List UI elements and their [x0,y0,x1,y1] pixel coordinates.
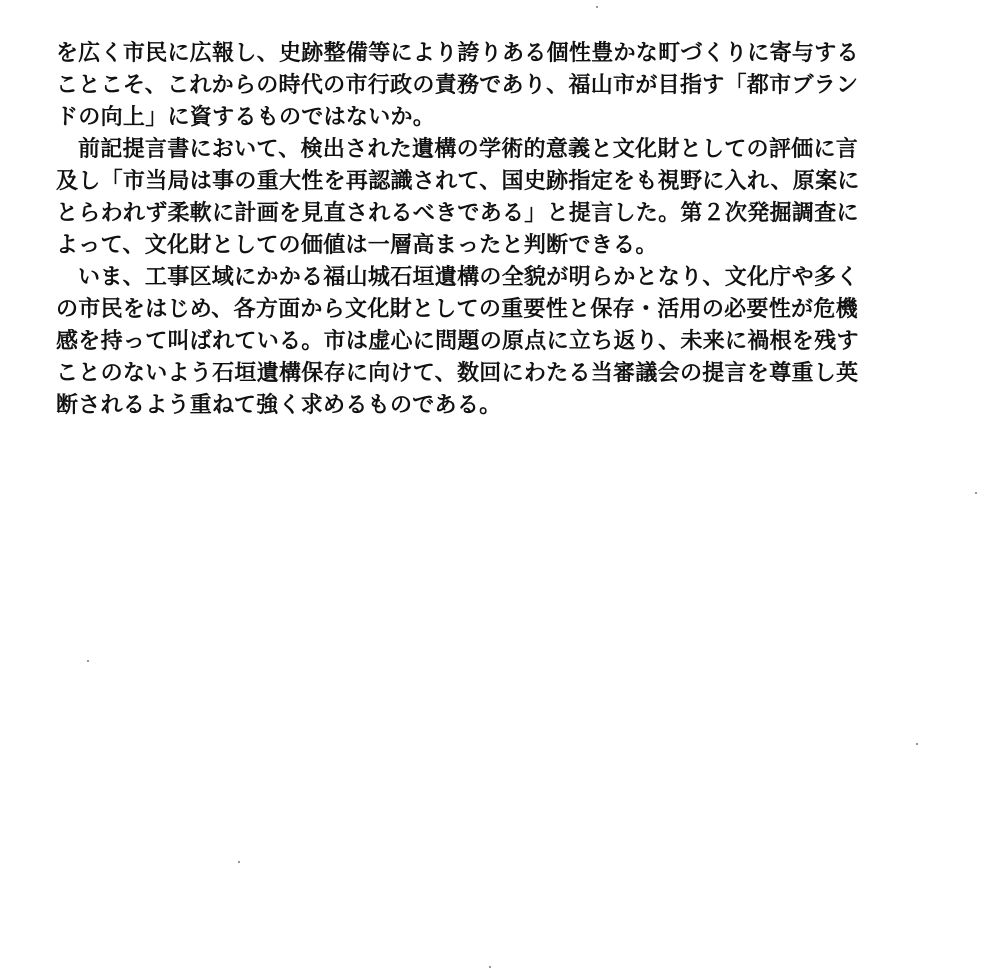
text-line: 断されるよう重ねて強く求めるものである。 [56,393,502,418]
text-line: の市民をはじめ、各方面から文化財としての重要性と保存・活用の必要性が危機 [56,297,858,322]
scan-speck [238,861,240,863]
text-line: ドの向上」に資するものではないか。 [56,105,436,130]
text-line: とらわれず柔軟に計画を見直されるべきである」と提言した。第２次発掘調査に [56,201,859,226]
text-line: 及し「市当局は事の重大性を再認識されて、国史跡指定をも視野に入れ、原案に [56,169,860,194]
scan-speck [916,743,918,745]
text-line: ことのないよう石垣遺構保存に向けて、数回にわたる当審議会の提言を尊重し英 [56,361,859,386]
text-line: 感を持って叫ばれている。市は虚心に問題の原点に立ち返り、未来に禍根を残す [56,329,859,354]
scan-speck [489,966,491,968]
scan-speck [975,492,977,494]
document-body [56,38,946,422]
paragraph-start-line: いま、工事区域にかかる福山城石垣遺構の全貌が明らかとなり、文化庁や多く [78,265,859,290]
paragraph-start-line: 前記提言書において、検出された遺構の学術的意義と文化財としての評価に言 [78,137,859,162]
text-line: ことこそ、これからの時代の市行政の責務であり、福山市が目指す「都市ブラン [56,73,859,98]
scan-speck [596,6,598,8]
scan-speck [87,660,89,662]
text-line: を広く市民に広報し、史跡整備等により誇りある個性豊かな町づくりに寄与する [56,41,859,66]
text-line: よって、文化財としての価値は一層高まったと判断できる。 [56,233,658,258]
